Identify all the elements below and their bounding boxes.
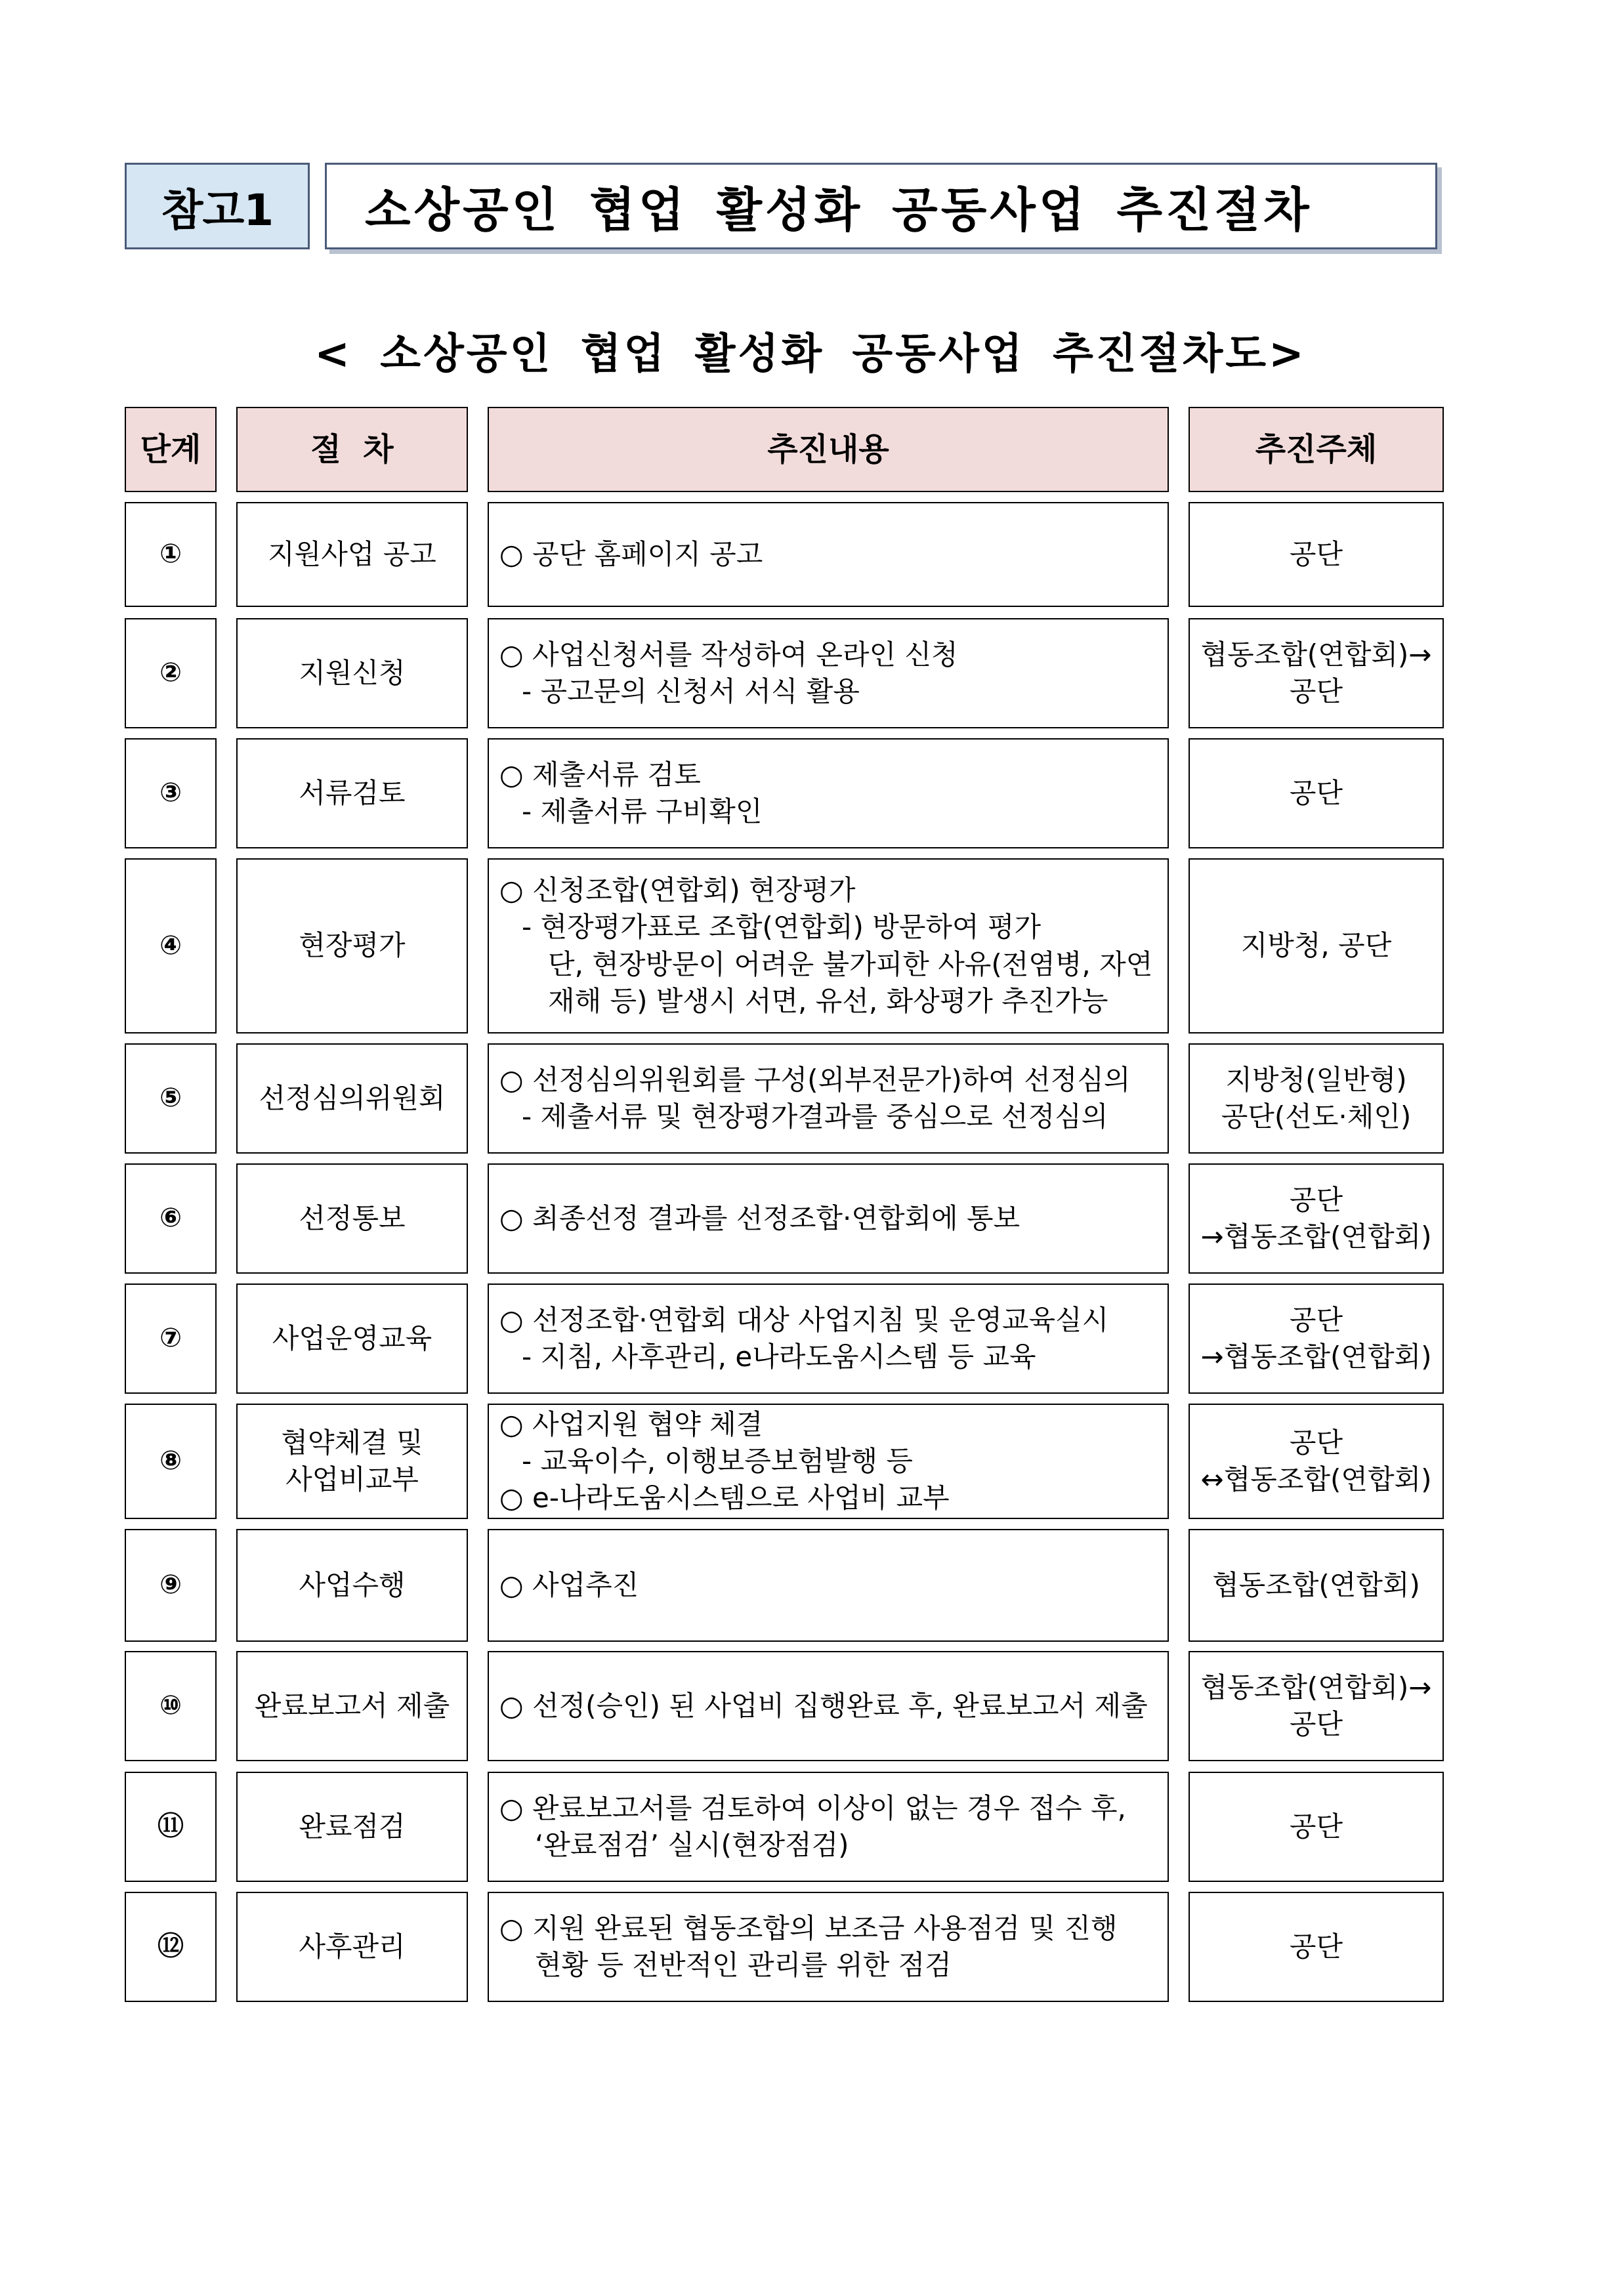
content-line: - 공고문의 신청서 서식 활용: [522, 675, 860, 707]
procedure-content: [488, 1284, 1169, 1394]
responsible-party: 공단: [1189, 1772, 1444, 1882]
step-number: ①: [125, 502, 217, 607]
responsible-party: 공단: [1189, 1892, 1444, 2002]
content-line: ○ 선정심의위원회를 구성(외부전문가)하여 선정심의: [499, 1063, 1131, 1096]
content-line: ○ 신청조합(연합회) 현장평가: [499, 873, 856, 906]
procedure-content: [488, 738, 1169, 848]
step-number: ⑩: [125, 1651, 217, 1761]
header-actor: 추진주체: [1189, 407, 1444, 492]
content-line: - 교육이수, 이행보증보험발행 등: [522, 1444, 913, 1477]
procedure-content: [488, 1404, 1169, 1519]
step-number: ②: [125, 618, 217, 728]
header-content: 추진내용: [488, 407, 1169, 492]
procedure-name: 지원신청: [236, 618, 468, 728]
content-line: - 지침, 사후관리, e나라도움시스템 등 교육: [522, 1341, 1036, 1373]
content-line: ○ 완료보고서를 검토하여 이상이 없는 경우 접수 후,: [499, 1791, 1126, 1824]
step-number: ⑫: [125, 1892, 217, 2002]
content-line: ○ 공단 홈페이지 공고: [499, 537, 763, 570]
responsible-party: 협동조합(연합회): [1189, 1529, 1444, 1642]
content-line: ○ 사업신청서를 작성하여 온라인 신청: [499, 638, 958, 671]
step-number: ⑪: [125, 1772, 217, 1882]
procedure-name: 협약체결 및 사업비교부: [236, 1404, 468, 1519]
content-line: ○ 제출서류 검토: [499, 758, 701, 791]
responsible-party: 공단 →협동조합(연합회): [1189, 1163, 1444, 1274]
procedure-name: 선정심의위원회: [236, 1043, 468, 1154]
procedure-name: 사업운영교육: [236, 1284, 468, 1394]
content-line: ○ 사업지원 협약 체결: [499, 1408, 763, 1440]
header-procedure: 절 차: [236, 407, 468, 492]
procedure-content: [488, 618, 1169, 728]
responsible-party: 공단 →협동조합(연합회): [1189, 1284, 1444, 1394]
responsible-party: 공단: [1189, 738, 1444, 848]
responsible-party: 협동조합(연합회)→ 공단: [1189, 618, 1444, 728]
content-line: ○ 최종선정 결과를 선정조합·연합회에 통보: [499, 1201, 1021, 1234]
responsible-party: 협동조합(연합회)→ 공단: [1189, 1651, 1444, 1761]
step-number: ⑦: [125, 1284, 217, 1394]
step-number: ⑧: [125, 1404, 217, 1519]
content-line: ‘완료점검’ 실시(현장점검): [535, 1829, 849, 1861]
step-number: ⑨: [125, 1529, 217, 1642]
document-title: 소상공인 협업 활성화 공동사업 추진절차: [325, 163, 1437, 249]
procedure-name: 선정통보: [236, 1163, 468, 1274]
content-line: ○ e-나라도움시스템으로 사업비 교부: [499, 1482, 950, 1514]
step-number: ⑥: [125, 1163, 217, 1274]
procedure-content: [488, 1651, 1169, 1761]
content-line: 재해 등) 발생시 서면, 유선, 화상평가 추진가능: [548, 984, 1108, 1017]
procedure-name: 완료보고서 제출: [236, 1651, 468, 1761]
procedure-content: [488, 502, 1169, 607]
content-line: - 제출서류 및 현장평가결과를 중심으로 선정심의: [522, 1100, 1108, 1133]
reference-badge: 참고1: [125, 163, 310, 249]
procedure-content: [488, 1892, 1169, 2002]
procedure-name: 지원사업 공고: [236, 502, 468, 607]
responsible-party: 지방청, 공단: [1189, 858, 1444, 1033]
procedure-content: [488, 1043, 1169, 1154]
step-number: ④: [125, 858, 217, 1033]
responsible-party: 지방청(일반형) 공단(선도·체인): [1189, 1043, 1444, 1154]
content-line: ○ 선정조합·연합회 대상 사업지침 및 운영교육실시: [499, 1303, 1109, 1336]
procedure-name: 현장평가: [236, 858, 468, 1033]
content-line: - 제출서류 구비확인: [522, 795, 763, 827]
responsible-party: 공단 ↔협동조합(연합회): [1189, 1404, 1444, 1519]
procedure-name: 완료점검: [236, 1772, 468, 1882]
content-line: 단, 현장방문이 어려운 불가피한 사유(전염병, 자연: [548, 948, 1153, 980]
responsible-party: 공단: [1189, 502, 1444, 607]
procedure-content: [488, 858, 1169, 1033]
procedure-name: 사후관리: [236, 1892, 468, 2002]
content-line: ○ 사업추진: [499, 1568, 639, 1601]
procedure-name: 서류검토: [236, 738, 468, 848]
flowchart-title: < 소상공인 협업 활성화 공동사업 추진절차도>: [314, 330, 1307, 379]
procedure-content: [488, 1772, 1169, 1882]
header-step: 단계: [125, 407, 217, 492]
step-number: ⑤: [125, 1043, 217, 1154]
content-line: - 현장평가표로 조합(연합회) 방문하여 평가: [522, 911, 1042, 944]
procedure-content: [488, 1529, 1169, 1642]
step-number: ③: [125, 738, 217, 848]
procedure-name: 사업수행: [236, 1529, 468, 1642]
content-line: ○ 선정(승인) 된 사업비 집행완료 후, 완료보고서 제출: [499, 1689, 1148, 1722]
content-line: 현황 등 전반적인 관리를 위한 점검: [535, 1949, 952, 1981]
content-line: ○ 지원 완료된 협동조합의 보조금 사용점검 및 진행: [499, 1911, 1118, 1944]
procedure-content: [488, 1163, 1169, 1274]
